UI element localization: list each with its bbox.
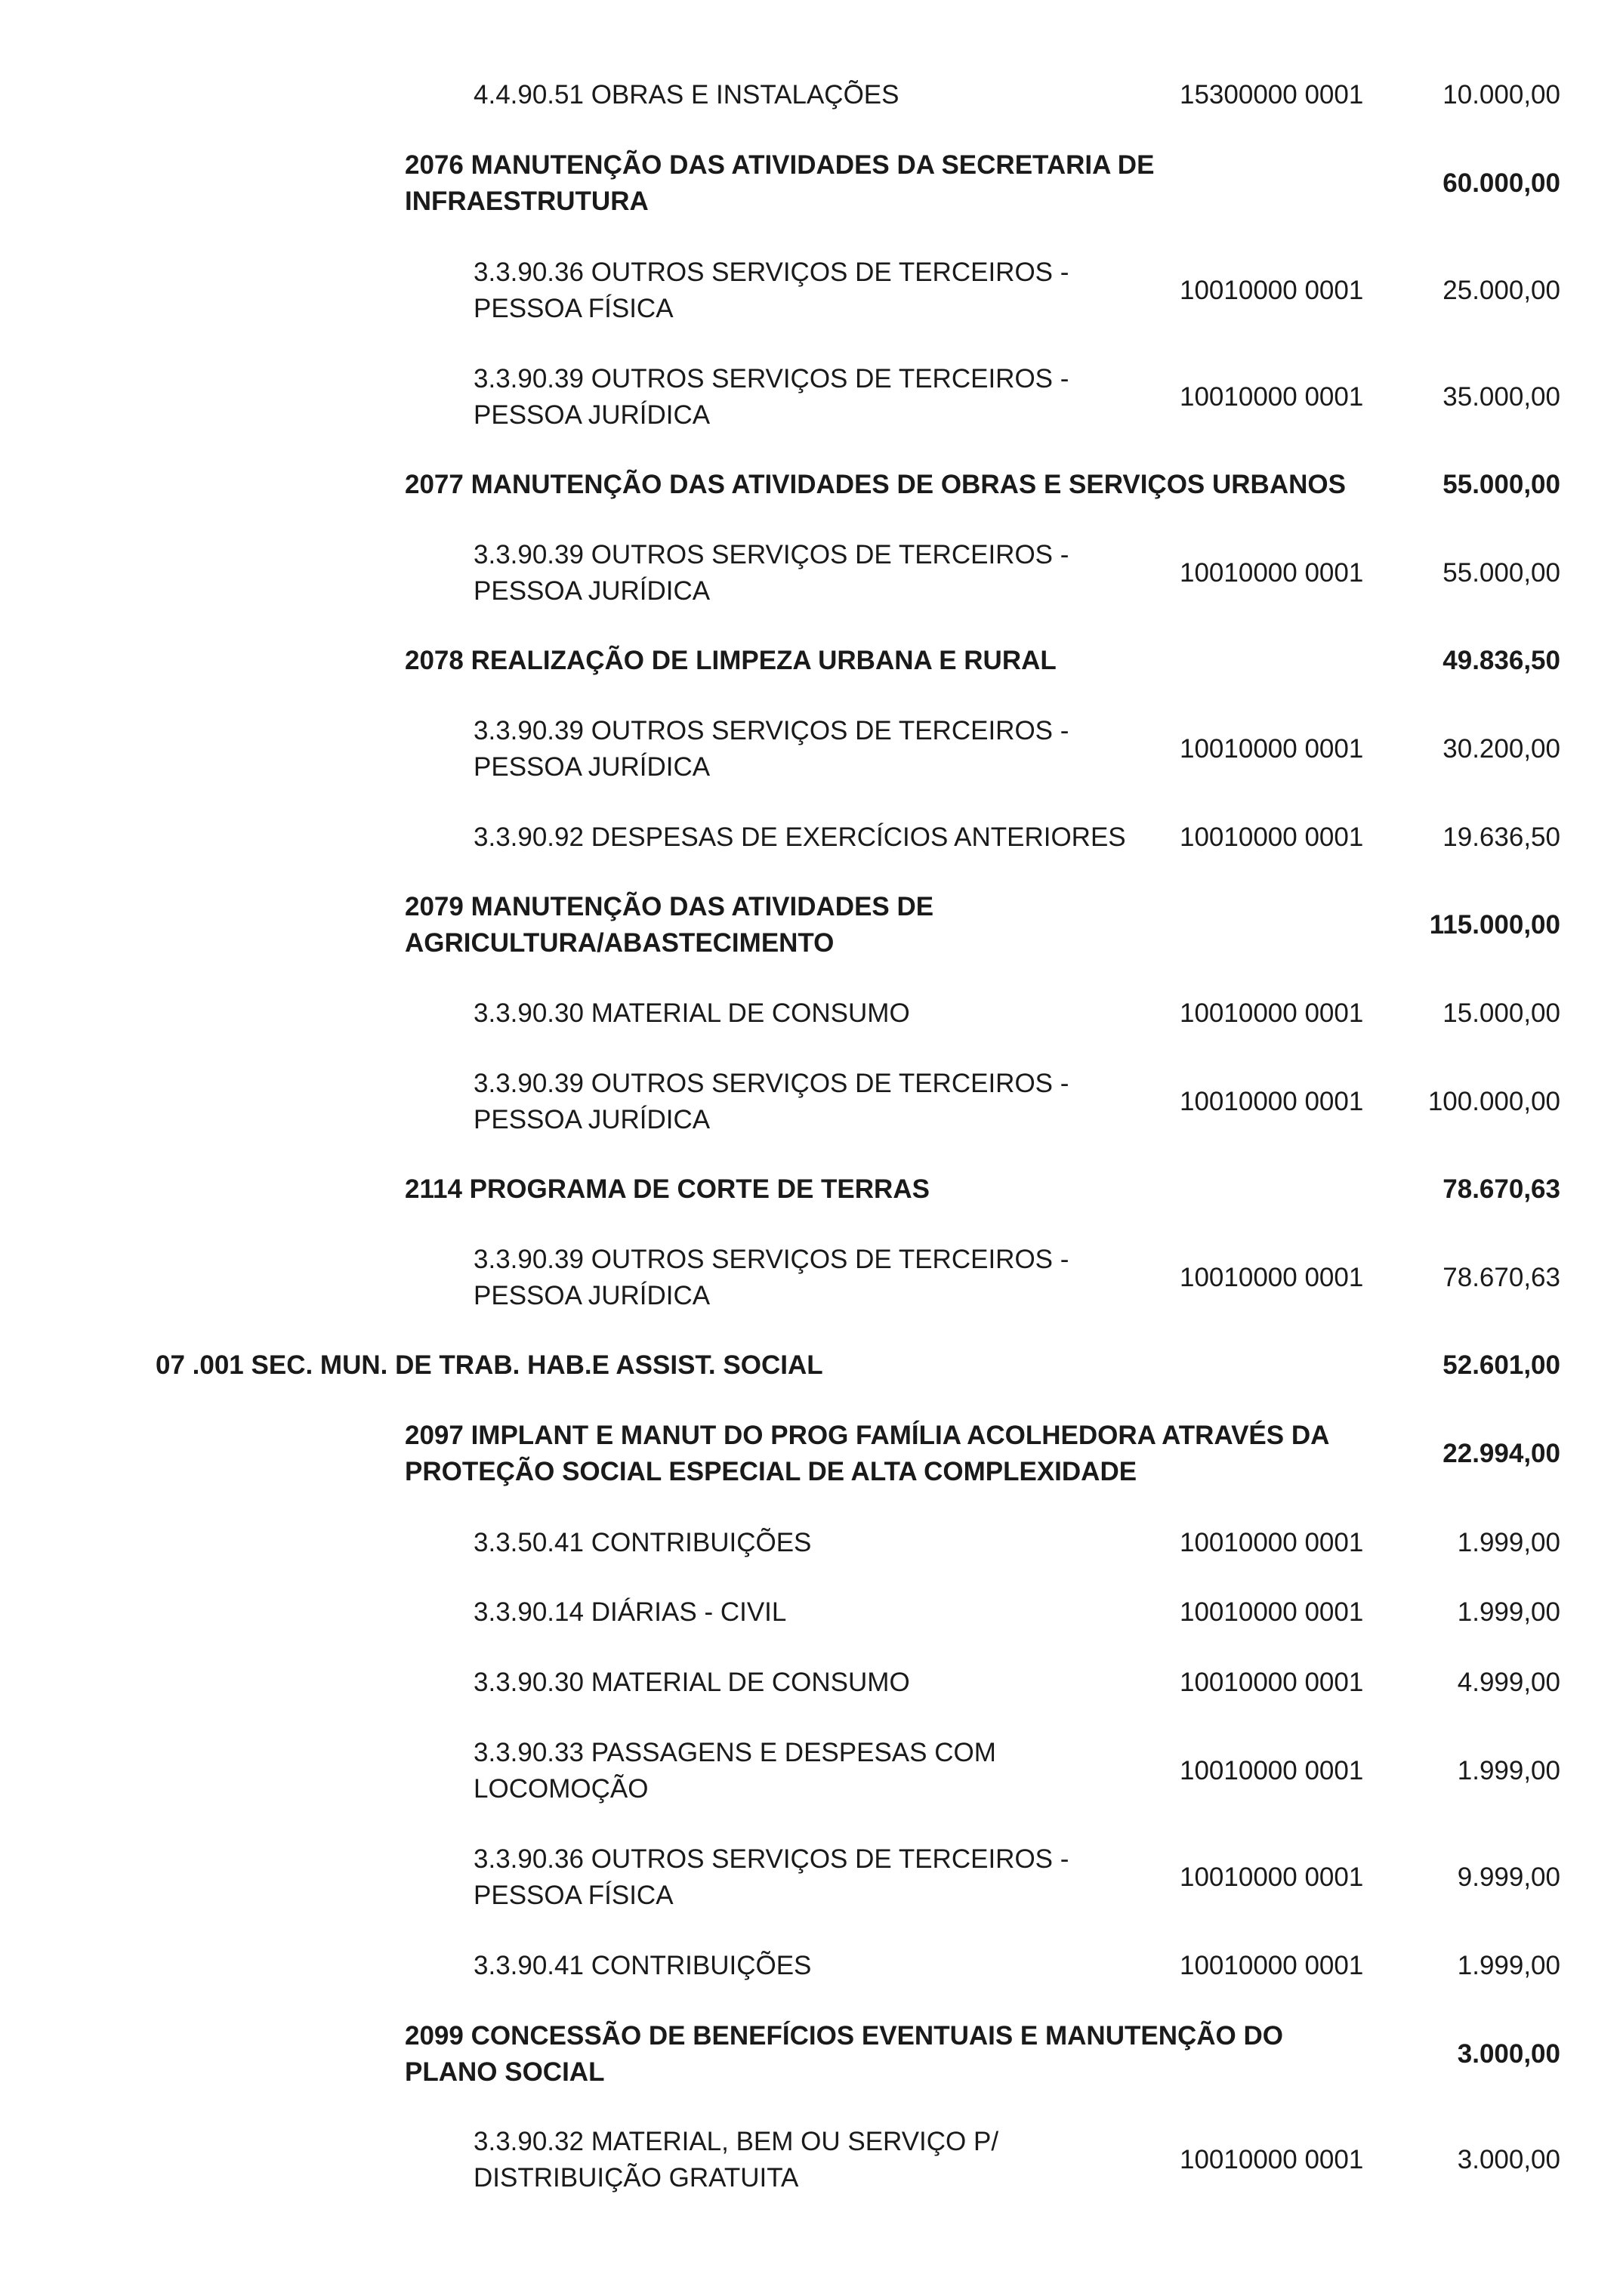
description-line: 3.3.90.32 MATERIAL, BEM OU SERVIÇO P/ bbox=[474, 2127, 999, 2156]
description-line: PESSOA FÍSICA bbox=[474, 1881, 674, 1910]
expense-line bbox=[0, 1525, 1623, 1561]
description-line: PESSOA FÍSICA bbox=[474, 294, 674, 323]
expense-line bbox=[0, 1066, 1623, 1138]
amount-value: 4.999,00 bbox=[1457, 1668, 1560, 1697]
description-line: 2078 REALIZAÇÃO DE LIMPEZA URBANA E RURAL bbox=[405, 646, 1057, 675]
row-description bbox=[474, 995, 910, 1032]
amount-value: 1.999,00 bbox=[1457, 1528, 1560, 1557]
expense-line bbox=[0, 255, 1623, 327]
expense-line bbox=[0, 537, 1623, 609]
amount-value: 55.000,00 bbox=[1442, 558, 1560, 588]
row-description bbox=[474, 1525, 811, 1561]
total-value: 52.601,00 bbox=[1442, 1350, 1560, 1380]
source-code: 10010000 0001 bbox=[1180, 558, 1364, 588]
amount-value: 25.000,00 bbox=[1442, 276, 1560, 305]
amount-value: 1.999,00 bbox=[1457, 1756, 1560, 1785]
row-description bbox=[474, 1841, 1069, 1914]
action-heading bbox=[0, 1171, 1623, 1208]
expense-line bbox=[0, 77, 1623, 113]
expense-line bbox=[0, 1841, 1623, 1914]
amount-value: 10.000,00 bbox=[1442, 80, 1560, 110]
row-description bbox=[474, 1066, 1069, 1138]
expense-line bbox=[0, 1665, 1623, 1701]
row-description bbox=[405, 643, 1057, 679]
description-line: PESSOA JURÍDICA bbox=[474, 576, 711, 606]
source-code: 10010000 0001 bbox=[1180, 1087, 1364, 1116]
row-description bbox=[405, 889, 933, 961]
expense-line bbox=[0, 1948, 1623, 1984]
row-description bbox=[474, 713, 1069, 785]
description-line: 3.3.90.39 OUTROS SERVIÇOS DE TERCEIROS - bbox=[474, 364, 1069, 393]
source-code: 10010000 0001 bbox=[1180, 822, 1364, 852]
action-heading bbox=[0, 1418, 1623, 1490]
expense-line bbox=[0, 361, 1623, 434]
amount-value: 35.000,00 bbox=[1442, 382, 1560, 412]
source-code: 10010000 0001 bbox=[1180, 734, 1364, 764]
total-value: 22.994,00 bbox=[1442, 1439, 1560, 1468]
source-code: 10010000 0001 bbox=[1180, 276, 1364, 305]
organ-heading bbox=[0, 1347, 1623, 1384]
source-code: 10010000 0001 bbox=[1180, 1862, 1364, 1892]
description-line: 4.4.90.51 OBRAS E INSTALAÇÕES bbox=[474, 80, 899, 110]
description-line: 2077 MANUTENÇÃO DAS ATIVIDADES DE OBRAS E SERVIÇOS URBANOS bbox=[405, 470, 1346, 499]
row-description bbox=[474, 1242, 1069, 1314]
expense-line bbox=[0, 819, 1623, 856]
row-description bbox=[474, 77, 899, 113]
description-line: PROTEÇÃO SOCIAL ESPECIAL DE ALTA COMPLEXIDADE bbox=[405, 1457, 1137, 1486]
row-description bbox=[405, 467, 1346, 503]
description-line: 3.3.90.39 OUTROS SERVIÇOS DE TERCEIROS - bbox=[474, 716, 1069, 745]
description-line: 3.3.90.92 DESPESAS DE EXERCÍCIOS ANTERIORES bbox=[474, 822, 1126, 852]
description-line: PESSOA JURÍDICA bbox=[474, 400, 711, 430]
source-code: 10010000 0001 bbox=[1180, 998, 1364, 1028]
description-line: 07 .001 SEC. MUN. DE TRAB. HAB.E ASSIST. SOCIAL bbox=[156, 1350, 823, 1380]
row-description bbox=[474, 1948, 811, 1984]
description-line: AGRICULTURA/ABASTECIMENTO bbox=[405, 928, 835, 958]
action-heading bbox=[0, 2018, 1623, 2091]
row-description bbox=[405, 1171, 930, 1208]
row-description bbox=[474, 361, 1069, 434]
expense-line bbox=[0, 995, 1623, 1032]
description-line: 3.3.90.39 OUTROS SERVIÇOS DE TERCEIROS - bbox=[474, 1069, 1069, 1098]
row-description bbox=[474, 2124, 998, 2196]
description-line: 3.3.90.39 OUTROS SERVIÇOS DE TERCEIROS - bbox=[474, 1245, 1069, 1274]
description-line: 2097 IMPLANT E MANUT DO PROG FAMÍLIA ACOLHEDORA ATRAVÉS DA bbox=[405, 1421, 1330, 1450]
row-description bbox=[405, 1418, 1329, 1490]
description-line: 3.3.90.39 OUTROS SERVIÇOS DE TERCEIROS - bbox=[474, 540, 1069, 569]
amount-value: 100.000,00 bbox=[1427, 1087, 1560, 1116]
expense-line bbox=[0, 1735, 1623, 1807]
amount-value: 3.000,00 bbox=[1457, 2145, 1560, 2174]
source-code: 15300000 0001 bbox=[1180, 80, 1364, 110]
row-description bbox=[474, 537, 1069, 609]
description-line: PESSOA JURÍDICA bbox=[474, 752, 711, 782]
action-heading bbox=[0, 889, 1623, 961]
action-heading bbox=[0, 467, 1623, 503]
amount-value: 1.999,00 bbox=[1457, 1951, 1560, 1980]
source-code: 10010000 0001 bbox=[1180, 1263, 1364, 1292]
description-line: INFRAESTRUTURA bbox=[405, 187, 649, 216]
description-line: 3.3.90.14 DIÁRIAS - CIVIL bbox=[474, 1597, 787, 1627]
total-value: 60.000,00 bbox=[1442, 168, 1560, 198]
source-code: 10010000 0001 bbox=[1180, 1597, 1364, 1627]
source-code: 10010000 0001 bbox=[1180, 1668, 1364, 1697]
source-code: 10010000 0001 bbox=[1180, 2145, 1364, 2174]
row-description bbox=[474, 1735, 996, 1807]
description-line: 3.3.90.36 OUTROS SERVIÇOS DE TERCEIROS - bbox=[474, 1844, 1069, 1874]
source-code: 10010000 0001 bbox=[1180, 1528, 1364, 1557]
description-line: PLANO SOCIAL bbox=[405, 2057, 605, 2087]
description-line: LOCOMOÇÃO bbox=[474, 1774, 649, 1804]
description-line: 3.3.90.36 OUTROS SERVIÇOS DE TERCEIROS - bbox=[474, 258, 1069, 287]
total-value: 55.000,00 bbox=[1442, 470, 1560, 499]
source-code: 10010000 0001 bbox=[1180, 382, 1364, 412]
row-description bbox=[474, 1594, 786, 1631]
description-line: 2079 MANUTENÇÃO DAS ATIVIDADES DE bbox=[405, 892, 934, 921]
description-line: 3.3.50.41 CONTRIBUIÇÕES bbox=[474, 1528, 812, 1557]
description-line: 3.3.90.30 MATERIAL DE CONSUMO bbox=[474, 998, 910, 1028]
expense-line bbox=[0, 2124, 1623, 2196]
description-line: 3.3.90.33 PASSAGENS E DESPESAS COM bbox=[474, 1738, 996, 1767]
row-description bbox=[474, 819, 1126, 856]
row-description bbox=[156, 1347, 823, 1384]
source-code: 10010000 0001 bbox=[1180, 1951, 1364, 1980]
description-line: 3.3.90.41 CONTRIBUIÇÕES bbox=[474, 1951, 812, 1980]
amount-value: 78.670,63 bbox=[1442, 1263, 1560, 1292]
amount-value: 9.999,00 bbox=[1457, 1862, 1560, 1892]
row-description bbox=[474, 1665, 910, 1701]
action-heading bbox=[0, 147, 1623, 220]
amount-value: 30.200,00 bbox=[1442, 734, 1560, 764]
description-line: 2099 CONCESSÃO DE BENEFÍCIOS EVENTUAIS E MANUTENÇÃO DO bbox=[405, 2021, 1283, 2051]
description-line: PESSOA JURÍDICA bbox=[474, 1281, 711, 1310]
row-description bbox=[405, 147, 1154, 220]
expense-line bbox=[0, 1594, 1623, 1631]
amount-value: 19.636,50 bbox=[1442, 822, 1560, 852]
description-line: 3.3.90.30 MATERIAL DE CONSUMO bbox=[474, 1668, 910, 1697]
description-line: 2076 MANUTENÇÃO DAS ATIVIDADES DA SECRETARIA DE bbox=[405, 150, 1155, 180]
total-value: 78.670,63 bbox=[1442, 1174, 1560, 1204]
description-line: PESSOA JURÍDICA bbox=[474, 1105, 711, 1134]
source-code: 10010000 0001 bbox=[1180, 1756, 1364, 1785]
expense-line bbox=[0, 1242, 1623, 1314]
description-line: DISTRIBUIÇÃO GRATUITA bbox=[474, 2163, 799, 2193]
total-value: 49.836,50 bbox=[1442, 646, 1560, 675]
description-line: 2114 PROGRAMA DE CORTE DE TERRAS bbox=[405, 1174, 930, 1204]
total-value: 115.000,00 bbox=[1429, 910, 1560, 940]
row-description bbox=[405, 2018, 1283, 2091]
total-value: 3.000,00 bbox=[1457, 2039, 1560, 2069]
amount-value: 1.999,00 bbox=[1457, 1597, 1560, 1627]
expense-line bbox=[0, 713, 1623, 785]
amount-value: 15.000,00 bbox=[1442, 998, 1560, 1028]
row-description bbox=[474, 255, 1069, 327]
action-heading bbox=[0, 643, 1623, 679]
